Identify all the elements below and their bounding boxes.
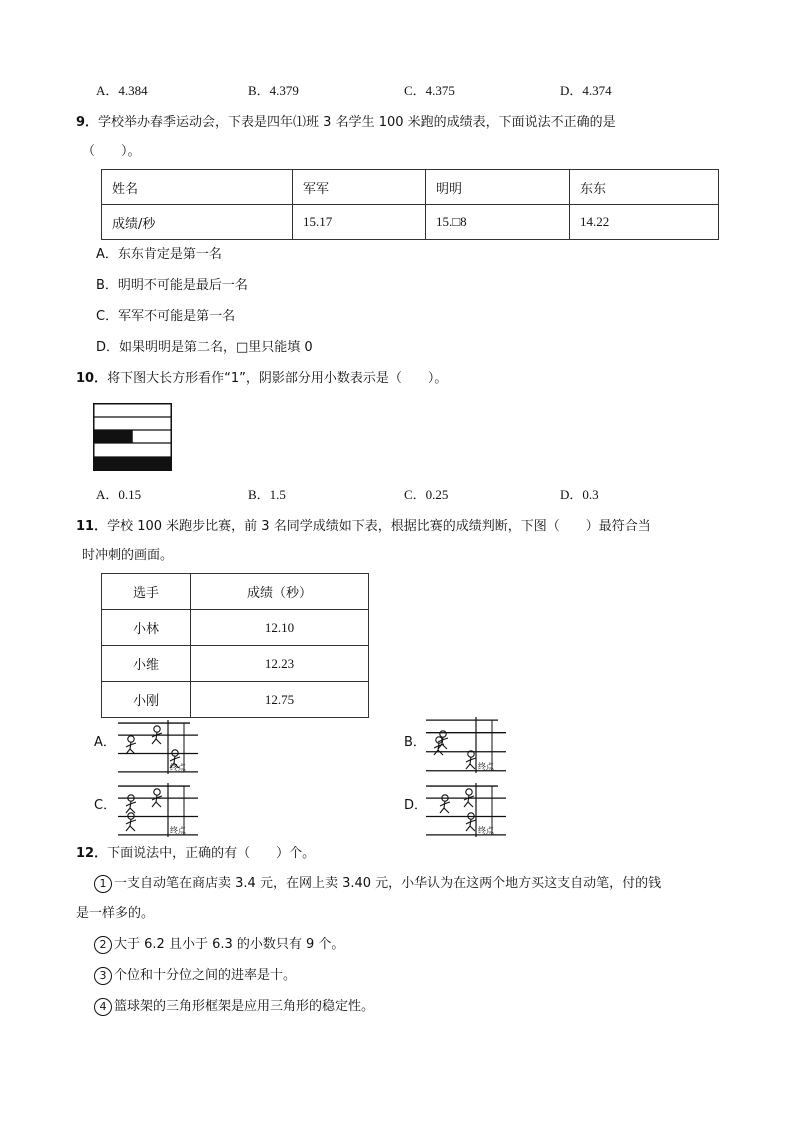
table-row: [102, 170, 719, 205]
q9-stem: [76, 113, 616, 133]
runner-figure: [466, 813, 476, 831]
circled-number: 2: [94, 936, 112, 954]
q8-option-c: C．4.375: [404, 83, 455, 98]
q9-table: [101, 169, 719, 240]
q12-item-1: [94, 874, 661, 894]
race-figure-b: [426, 717, 506, 773]
q10-stem: [76, 369, 447, 389]
q10-option-d: D．0.3: [560, 487, 599, 502]
q11-stem-line1: 学校 100 米跑步比赛，前 3 名同学成绩如下表，根据比赛的成绩判断，下图（ ）最符合当: [107, 519, 651, 534]
q12-item-1-line2: 是一样多的。: [76, 906, 155, 921]
race-figure-a: [118, 720, 198, 774]
q10-option-b: B．1.5: [248, 487, 286, 502]
q12-item-text: 大于 6.2 且小于 6.3 的小数只有 9 个。: [114, 937, 345, 952]
finish-label: 终点: [170, 826, 186, 835]
table-row: [102, 682, 369, 718]
q9-option-d: D．如果明明是第二名，□里只能填 0: [96, 340, 313, 355]
runner-figure: [438, 731, 448, 749]
race-figure-c: [118, 783, 198, 837]
q10-option-a: A．0.15: [96, 487, 142, 502]
table-row: [102, 574, 369, 610]
q12-item-text: 个位和十分位之间的进率是十。: [114, 968, 297, 983]
q12-item-3: [94, 966, 296, 986]
circled-number: 4: [94, 998, 112, 1016]
finish-label: 终点: [170, 763, 186, 772]
runner-figure: [466, 751, 476, 769]
q9-option-a: A．东东肯定是第一名: [96, 247, 222, 262]
q9-number: 9．: [76, 115, 99, 130]
q12-number: 12．: [76, 846, 108, 861]
runner-figure: [126, 736, 136, 754]
table-cell: 小维: [102, 646, 191, 682]
q12-item-text: 一支自动笔在商店卖 3.4 元，在网上卖 3.40 元，小华认为在这两个地方买这支自动笔，付的钱: [114, 876, 662, 891]
table-cell: 12.23: [191, 646, 369, 682]
circled-number: 1: [94, 875, 112, 893]
table-cell: 明明: [426, 170, 570, 205]
q12-stem: [76, 844, 315, 864]
q10-option-c: C．0.25: [404, 487, 449, 502]
table-cell: 小刚: [102, 682, 191, 718]
q12-stem-text: 下面说法中，正确的有（ ）个。: [107, 846, 316, 861]
q11-option-a-label: A．: [94, 735, 116, 750]
table-cell: 东东: [570, 170, 719, 205]
shaded-full-row: [94, 457, 172, 470]
table-cell: 15.□8: [426, 205, 570, 240]
q11-option-b-label: B．: [404, 735, 426, 750]
q10-stem-text: 将下图大长方形看作“1”，阴影部分用小数表示是（ ）。: [107, 371, 448, 386]
q12-item-text: 篮球架的三角形框架是应用三角形的稳定性。: [114, 999, 375, 1014]
race-figure-d: [426, 783, 506, 837]
runner-figure: [126, 813, 136, 831]
q12-item-2: [94, 935, 344, 955]
table-cell: 12.75: [191, 682, 369, 718]
finish-label: 终点: [478, 762, 494, 771]
q8-option-a: A．4.384: [96, 83, 148, 98]
circled-number: 3: [94, 967, 112, 985]
q9-option-b: B．明明不可能是最后一名: [96, 278, 248, 293]
q11-table: [101, 573, 369, 718]
table-cell: 小林: [102, 610, 191, 646]
table-cell: 军军: [293, 170, 426, 205]
q11-number: 11．: [76, 519, 108, 534]
q11-option-d-label: D．: [404, 798, 428, 813]
table-cell: 12.10: [191, 610, 369, 646]
table-cell: 选手: [102, 574, 191, 610]
table-cell: 15.17: [293, 205, 426, 240]
q11-option-c-label: C．: [94, 798, 117, 813]
table-row: [102, 610, 369, 646]
q10-rectangle-figure: [93, 403, 173, 471]
table-cell: 姓名: [102, 170, 293, 205]
q9-option-c: C．军军不可能是第一名: [96, 309, 236, 324]
q8-option-d: D．4.374: [560, 83, 612, 98]
q10-number: 10．: [76, 371, 108, 386]
q11-stem: [76, 517, 651, 537]
q8-option-b: B．4.379: [248, 83, 299, 98]
table-row: [102, 205, 719, 240]
finish-label: 终点: [478, 826, 494, 835]
table-cell: 14.22: [570, 205, 719, 240]
shaded-half-row: [94, 430, 133, 443]
q12-item-4: [94, 997, 374, 1017]
table-row: [102, 646, 369, 682]
q9-stem-line2: （ ）。: [82, 144, 141, 159]
q11-stem-line2: 时冲刺的画面。: [82, 548, 174, 563]
q9-stem-line1: 学校举办春季运动会，下表是四年⑴班 3 名学生 100 米跑的成绩表，下面说法不正确的是: [98, 115, 616, 130]
table-cell: 成绩/秒: [102, 205, 293, 240]
table-cell: 成绩（秒）: [191, 574, 369, 610]
